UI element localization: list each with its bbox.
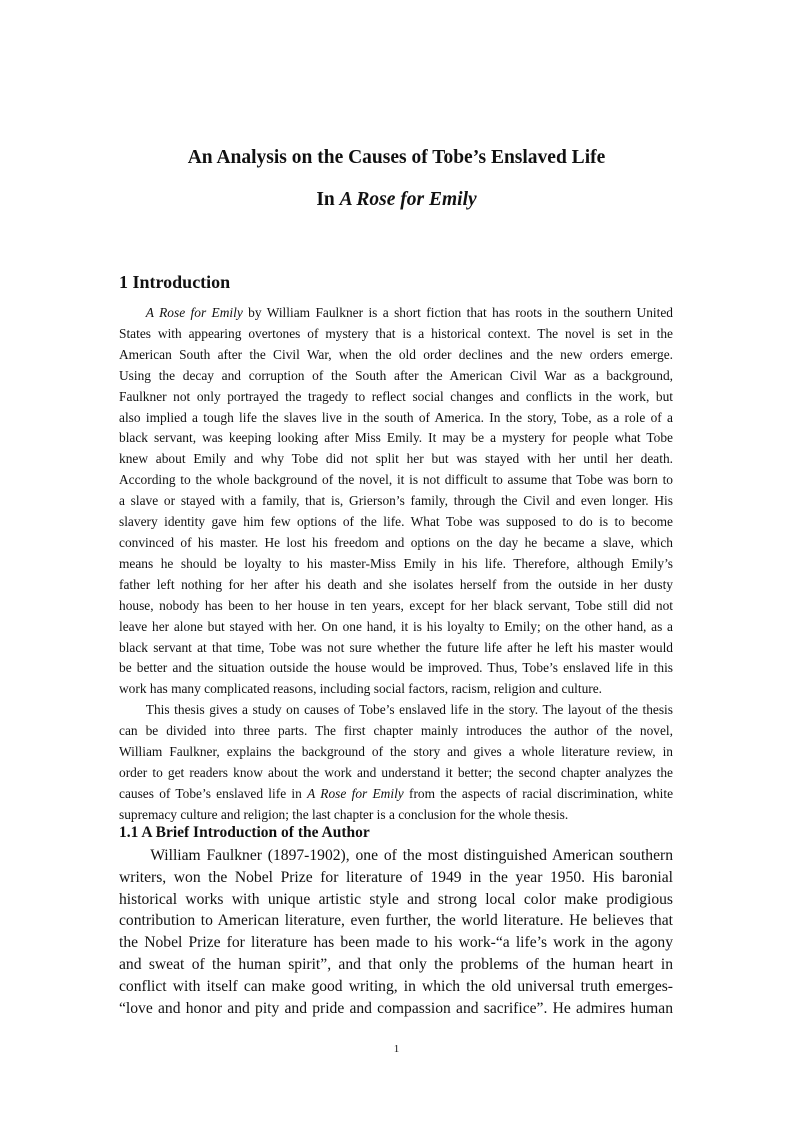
text-run: This thesis gives a study on causes of Tobe’s enslaved life in the story. The layout of the thesis <box>145 702 673 718</box>
text-line <box>119 721 673 742</box>
text-line <box>119 554 673 575</box>
text-run: by William Faulkner is a short fiction that has roots in the southern United <box>242 305 673 320</box>
text-line: conflict with itself can make good writing, in which the old universal truth emerges- <box>119 977 673 995</box>
text-run: black servant at that time, Tobe was not sure whether the future life after he left his master would <box>119 639 673 655</box>
text-run: black servant, was keeping looking after Miss Emily. It may be a mystery for people what Tobe <box>119 430 673 446</box>
text-line <box>119 763 673 784</box>
text-line <box>119 512 673 533</box>
text-line <box>119 324 673 345</box>
text-line <box>119 533 673 554</box>
text-line <box>119 449 673 470</box>
text-line <box>119 805 673 826</box>
text-line <box>119 784 673 805</box>
section-heading-introduction: 1 Introduction <box>119 272 231 292</box>
text-line <box>119 428 673 449</box>
text-run: also implied a tough life the slaves live in the south of America. In the story, Tobe, as a role of a <box>119 409 673 425</box>
text-line <box>119 617 673 638</box>
text-run: house, nobody has been to her house in ten years, except for her black servant, Tobe still did not <box>119 597 673 613</box>
text-run: a slave or stayed with a family, that is, Grierson’s family, through the Civil and even longer. His <box>119 493 673 509</box>
text-line <box>119 679 673 700</box>
text-line <box>119 596 673 617</box>
italic-work-title: A Rose for Emily <box>307 785 404 801</box>
text-run: work has many complicated reasons, including social factors, racism, religion and culture. <box>119 681 603 697</box>
text-run: father left nothing for her after his death and she isolates herself from the outside in her dusty <box>119 576 673 592</box>
text-line <box>119 303 673 324</box>
introduction-body <box>119 303 673 826</box>
text-line: William Faulkner (1897-1902), one of the most distinguished American southern <box>150 847 673 864</box>
text-run: supremacy culture and religion; the last chapter is a conclusion for the whole thesis. <box>119 806 569 822</box>
text-line: historical works with unique artistic style and strong local color make prodigious <box>119 890 673 908</box>
text-line <box>119 408 673 429</box>
document-subtitle <box>0 189 793 211</box>
subtitle-prefix: In <box>316 189 340 210</box>
author-paragraph <box>119 845 673 1019</box>
text-run: means he should be loyalty to his master-Miss Emily in his life. Therefore, although Emily’s <box>119 555 673 571</box>
text-line: contribution to American literature, even further, the world literature. He believes that <box>119 912 673 930</box>
introduction-paragraph-2 <box>119 700 673 825</box>
text-line <box>119 491 673 512</box>
text-run: order to get readers know about the work and understand it better; the second chapter analyzes the <box>119 764 673 780</box>
text-run: slavery identity gave him few options of the life. What Tobe was supposed to do is to become <box>119 514 673 530</box>
text-line <box>119 742 673 763</box>
text-run: convinced of his master. He lost his freedom and options on the day he became a slave, which <box>119 534 673 550</box>
italic-work-title: A Rose for Emily <box>145 305 243 320</box>
text-line <box>119 638 673 659</box>
text-run: William Faulkner, explains the background of the story and gives a whole literature review, in <box>119 744 673 760</box>
text-line <box>119 470 673 491</box>
text-run: knew about Emily and why Tobe did not split her but was stayed with her until her death. <box>119 451 673 467</box>
text-run: causes of Tobe’s enslaved life in <box>119 785 308 801</box>
text-run: leave her alone but stayed with her. On one hand, it is his loyalty to Emily; on the other hand, as a <box>119 618 673 634</box>
subtitle-work-title: A Rose for Emily <box>339 189 477 210</box>
text-run: Using the decay and corruption of the South after the American Civil War as a background, <box>119 367 673 383</box>
text-run: American South after the Civil War, when the old order declines and the new orders emerge. <box>119 346 673 362</box>
text-line <box>119 345 673 366</box>
text-line: the Nobel Prize for literature has been made to his work-“a life’s work in the agony <box>119 934 673 952</box>
text-line <box>119 700 673 721</box>
text-run: can be divided into three parts. The first chapter mainly introduces the author of the novel, <box>119 723 673 739</box>
text-line: and sweat of the human spirit”, and that only the problems of the human heart in <box>119 955 673 973</box>
text-line <box>119 387 673 408</box>
text-run: According to the whole background of the novel, it is not difficult to assume that Tobe was born to <box>119 472 673 488</box>
text-line <box>119 575 673 596</box>
section-heading-author: 1.1 A Brief Introduction of the Author <box>119 824 370 841</box>
text-run: be better and the situation outside the house would be improved. Thus, Tobe’s enslaved life in this <box>119 660 673 676</box>
text-run: from the aspects of racial discrimination, white <box>403 785 674 801</box>
text-line <box>119 658 673 679</box>
text-line <box>119 366 673 387</box>
document-title: An Analysis on the Causes of Tobe’s Enslaved Life <box>187 147 606 168</box>
text-line: writers, won the Nobel Prize for literature of 1949 in the year 1950. His baronial <box>119 868 673 886</box>
text-run: States with appearing overtones of mystery that is a historical context. The novel is set in the <box>119 325 673 341</box>
introduction-paragraph-1 <box>119 303 673 700</box>
page-number: 1 <box>393 1043 400 1055</box>
text-run: Faulkner not only portrayed the tragedy to reflect social changes and conflicts in the work, but <box>119 388 673 404</box>
text-line: “love and honor and pity and pride and compassion and sacrifice”. He admires human <box>119 999 673 1017</box>
